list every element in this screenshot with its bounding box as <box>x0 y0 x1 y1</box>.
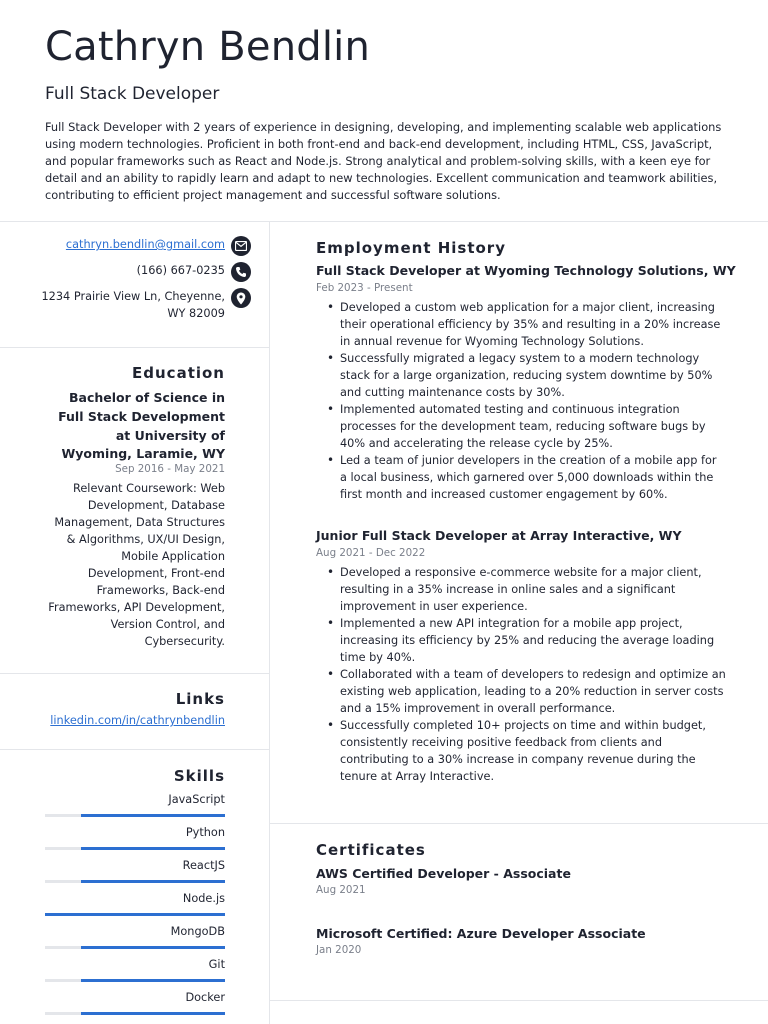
certificate-item <box>316 925 726 956</box>
skill-level-fill <box>81 1012 225 1015</box>
skill-level-fill <box>81 814 225 817</box>
education-dates: Sep 2016 - May 2021 <box>115 463 225 475</box>
column-divider <box>269 221 270 1024</box>
education-heading: Education <box>132 364 225 382</box>
contact-divider <box>0 347 269 348</box>
skill-name: Docker <box>185 991 225 1004</box>
job-dates: Aug 2021 - Dec 2022 <box>316 547 426 559</box>
envelope-icon <box>231 236 251 256</box>
phone-icon <box>231 262 251 282</box>
contact-phone-row <box>137 262 251 282</box>
certificate-date: Jan 2020 <box>316 944 362 956</box>
certificates-heading: Certificates <box>316 841 426 859</box>
candidate-title: Full Stack Developer <box>45 84 220 104</box>
skill-name: ReactJS <box>182 859 225 872</box>
skill-name: Git <box>208 958 225 971</box>
skills-heading: Skills <box>173 767 225 785</box>
job-title: Junior Full Stack Developer at Array Interactive, WY <box>316 528 682 543</box>
skill-level-fill <box>81 979 225 982</box>
skill-item <box>45 824 225 850</box>
job-bullet: • Successfully migrated a legacy system to a modern technology stack for a large organization, reducing system downtime by 50% and cutting maintenance costs by 30%. <box>316 350 726 401</box>
certificate-item <box>316 865 726 896</box>
skill-name: JavaScript <box>168 793 225 806</box>
profile-summary: Full Stack Developer with 2 years of experience in designing, developing, and implementing scalable web applications using modern technologies. Proficient in both front-end and back-end development, including HTML, CSS, JavaScript, and popular frameworks such as React and Node.js. Strong analytical and problem-solving skills, with a keen eye for detail and an ability to rapidly learn and adapt to new technologies. Excellent communication and teamwork abilities, contributing to efficient project management and successful software solutions. <box>45 120 722 202</box>
skill-level-fill <box>81 880 225 883</box>
job-bullet: • Collaborated with a team of developers to redesign and optimize an existing web application, leading to a 20% reduction in server costs and a 15% improvement in overall performance. <box>316 666 726 717</box>
certificate-name: AWS Certified Developer - Associate <box>316 866 571 881</box>
contact-address-row <box>41 288 251 322</box>
job-bullets <box>316 299 726 503</box>
job-entry <box>316 262 736 503</box>
skill-name: Python <box>185 826 225 839</box>
skill-item <box>45 956 225 982</box>
skill-level-bar <box>45 880 225 883</box>
employment-divider <box>270 823 768 824</box>
links-divider <box>0 749 269 750</box>
skill-item <box>45 923 225 949</box>
phone-number: (166) 667-0235 <box>136 264 225 277</box>
skill-level-bar <box>45 814 225 817</box>
education-degree: Bachelor of Science in Full Stack Development at University of Wyoming, Laramie, WY <box>58 390 225 462</box>
employment-heading: Employment History <box>316 239 506 257</box>
skill-item <box>45 857 225 883</box>
job-bullet: • Developed a responsive e-commerce website for a major client, resulting in a 35% increase in online sales and a significant improvement in user experience. <box>316 564 726 615</box>
skill-item <box>45 989 225 1015</box>
location-pin-icon <box>231 288 251 308</box>
candidate-name: Cathryn Bendlin <box>45 24 371 70</box>
email-link[interactable]: cathryn.bendlin@gmail.com <box>65 238 225 251</box>
skill-item <box>45 791 225 817</box>
skill-level-fill <box>81 946 225 949</box>
linkedin-link[interactable]: linkedin.com/in/cathrynbendlin <box>50 714 225 727</box>
job-bullet: • Developed a custom web application for a major client, increasing their operational efficiency by 35% and resulting in a 20% increase in annual revenue for Wyoming Technology Solutions. <box>316 299 726 350</box>
skill-name: MongoDB <box>170 925 225 938</box>
address <box>41 288 225 322</box>
job-bullet: • Led a team of junior developers in the creation of a mobile app for a local business, which garnered over 5,000 downloads within the first month and increased customer engagement by 60%. <box>316 452 726 503</box>
address-line-1: 1234 Prairie View Ln, Cheyenne, <box>41 290 225 303</box>
job-title: Full Stack Developer at Wyoming Technology Solutions, WY <box>316 263 736 278</box>
skill-level-bar <box>45 946 225 949</box>
certificates-divider <box>270 1000 768 1001</box>
job-dates: Feb 2023 - Present <box>316 282 413 294</box>
links-heading: Links <box>175 690 225 708</box>
skill-level-fill <box>45 913 225 916</box>
header-divider <box>0 221 768 222</box>
skill-item <box>45 890 225 916</box>
certificate-name: Microsoft Certified: Azure Developer Associate <box>316 926 646 941</box>
skill-level-bar <box>45 979 225 982</box>
education-description: Relevant Coursework: Web Development, Database Management, Data Structures & Algorithms, UX/UI Design, Mobile Application Development, Front-end Frameworks, Back-end Frameworks, API Development, Version Control, and Cybersecurity. <box>48 482 225 648</box>
address-line-2: WY 82009 <box>167 307 225 320</box>
job-entry <box>316 527 726 785</box>
certificate-date: Aug 2021 <box>316 884 366 896</box>
job-bullet: • Implemented automated testing and continuous integration processes for the development team, reducing software bugs by 40% and accelerating the release cycle by 25%. <box>316 401 726 452</box>
skill-level-bar <box>45 913 225 916</box>
job-bullets <box>316 564 726 785</box>
contact-email-row[interactable] <box>66 236 251 256</box>
skill-level-bar <box>45 847 225 850</box>
job-bullet: • Successfully completed 10+ projects on time and within budget, consistently receiving positive feedback from clients and contributing to a 30% increase in company revenue during the tenure at Array Interactive. <box>316 717 726 785</box>
skill-name: Node.js <box>182 892 225 905</box>
education-divider <box>0 673 269 674</box>
skill-level-fill <box>81 847 225 850</box>
job-bullet: • Implemented a new API integration for a mobile app project, increasing its efficiency by 25% and reducing the average loading time by 40%. <box>316 615 726 666</box>
skill-level-bar <box>45 1012 225 1015</box>
